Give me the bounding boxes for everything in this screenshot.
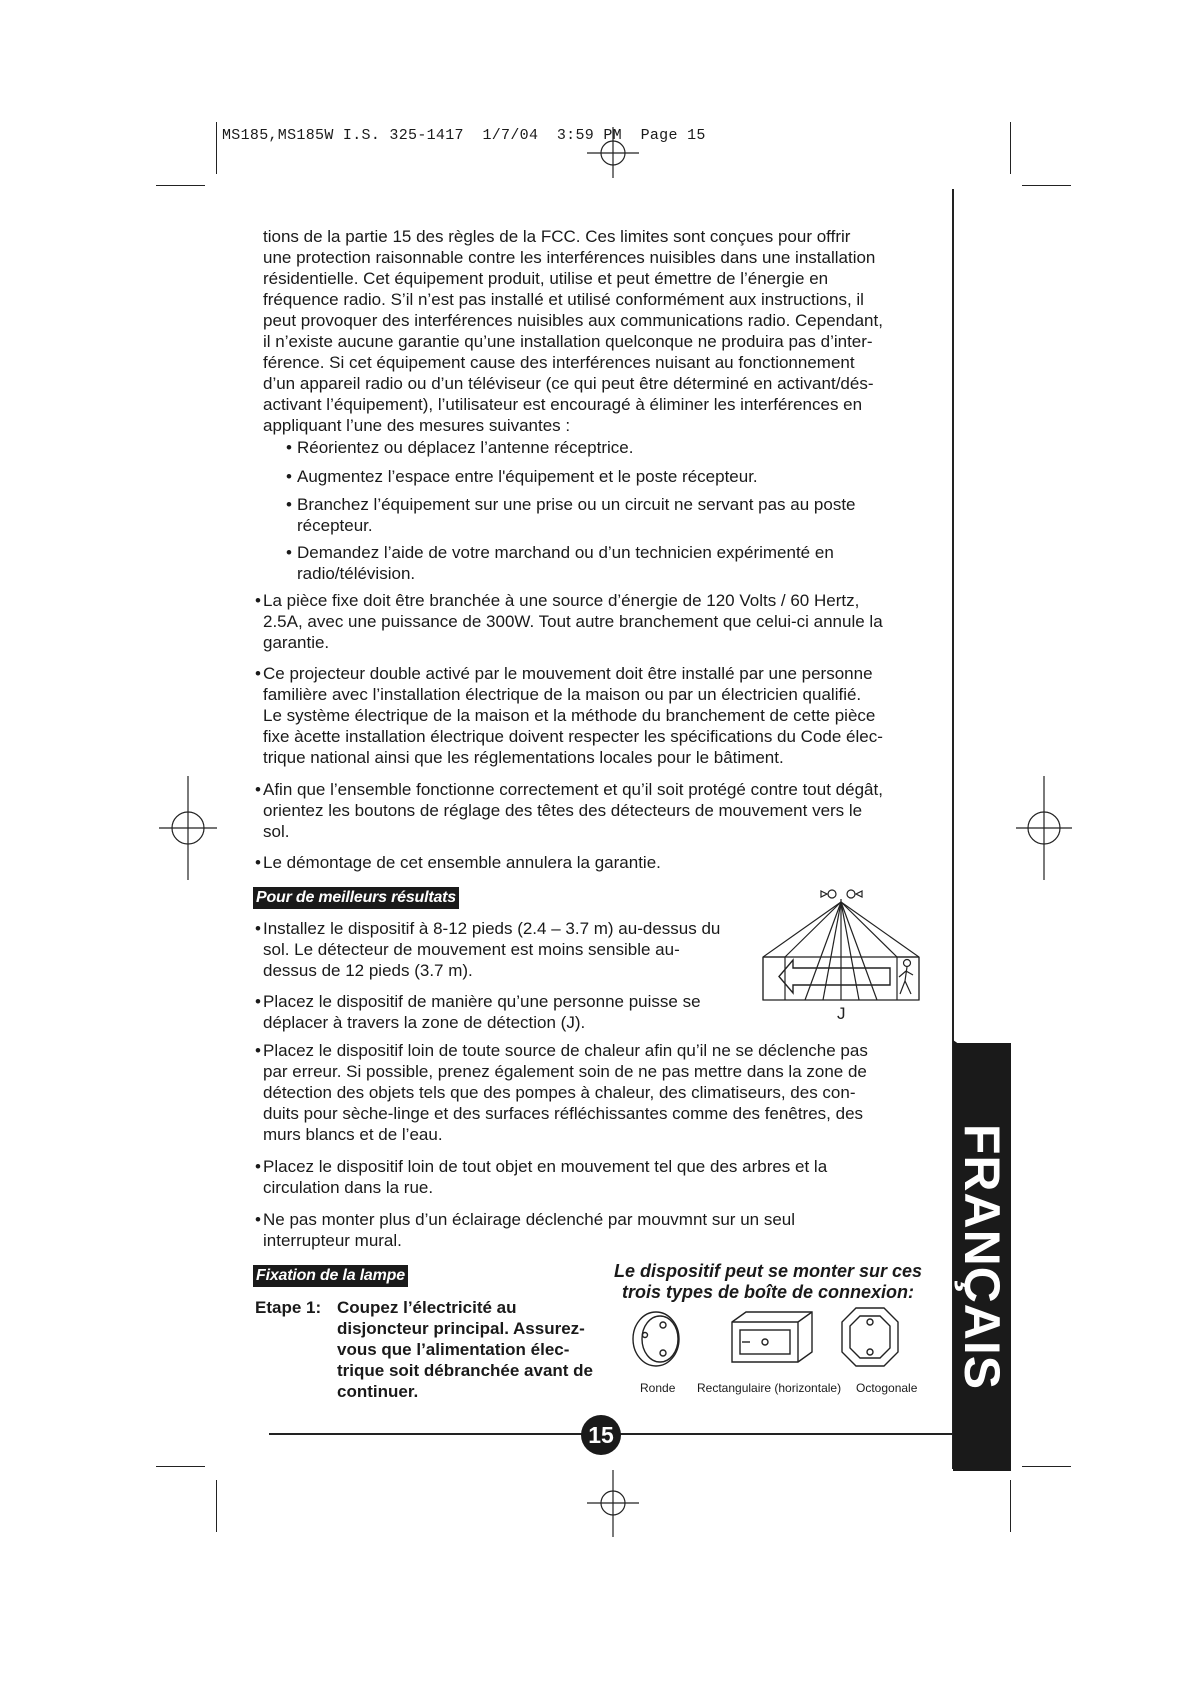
registration-mark-bottom (563, 1465, 663, 1545)
bullet-dot: • (286, 495, 292, 514)
bullet-dot: • (286, 543, 292, 562)
text-line: Installez le dispositif à 8-12 pieds (2.4 – 3.7 m) au-dessus du (263, 919, 721, 938)
text-line: duits pour sèche-linge et des surfaces réfléchissantes comme des fenêtres, des (263, 1104, 864, 1123)
bullet-dot: • (255, 1210, 261, 1229)
text-line: Placez le dispositif de manière qu’une personne puisse se (263, 992, 701, 1011)
bullet-dot: • (255, 992, 261, 1011)
text-line: détection des objets tels que des pompes à chaleur, des climatiseurs, des con- (263, 1083, 856, 1102)
bullet-dot: • (286, 438, 292, 457)
text-line: Réorientez ou déplacez l’antenne réceptrice. (297, 438, 634, 457)
text-line: orientez les boutons de réglage des têtes des détecteurs de mouvement vers le (263, 801, 863, 820)
text-line: murs blancs et de l’eau. (263, 1125, 443, 1144)
text-line: tions de la partie 15 des règles de la FCC. Ces limites sont conçues pour offrir (263, 227, 851, 246)
text-line: une protection raisonnable contre les interférences nuisibles dans une installation (263, 248, 876, 267)
text-line: férence. Si cet équipement cause des interférences nuisant au fonctionnement (263, 353, 855, 372)
list-item (255, 1040, 953, 1145)
text-line: Le dispositif peut se monter sur ces (613, 1261, 923, 1281)
text-line: sol. (263, 822, 290, 841)
text-line: circulation dans la rue. (263, 1178, 434, 1197)
crop-mark (1010, 122, 1011, 174)
text-line: Demandez l’aide de votre marchand ou d’un technicien expérimenté en (297, 543, 834, 562)
crop-mark (1022, 185, 1071, 186)
round-box-icon (630, 1305, 686, 1371)
text-line: interrupteur mural. (263, 1231, 402, 1250)
list-item (286, 437, 937, 458)
list-item (255, 918, 773, 981)
text-line: vous que l’alimentation élec- (337, 1340, 570, 1359)
bullet-dot: • (255, 591, 261, 610)
detection-zone-illustration (755, 882, 931, 1022)
crop-mark (216, 122, 217, 174)
crop-mark (1010, 1480, 1011, 1532)
text-line: Augmentez l’espace entre l'équipement et le poste récepteur. (297, 467, 758, 486)
list-item (255, 1209, 953, 1251)
text-line: Placez le dispositif loin de toute source de chaleur afin qu’il ne se déclenche pas (263, 1041, 868, 1060)
text-line: Branchez l’équipement sur une prise ou un circuit ne servant pas au poste (297, 495, 856, 514)
box-types-title (610, 1261, 926, 1303)
print-slug: MS185,MS185W I.S. 325-1417 1/7/04 3:59 PM Page 15 (222, 127, 706, 144)
text-line: activant l’équipement), l’utilisateur est encouragé à éliminer les interférences en (263, 395, 863, 414)
text-line: garantie. (263, 633, 330, 652)
list-item (255, 991, 773, 1033)
text-line: appliquant l’une des mesures suivantes : (263, 416, 571, 435)
text-line: déplacer à travers la zone de détection (J). (263, 1013, 586, 1032)
text-line: d’un appareil radio ou d’un téléviseur (ce qui peut être déterminé en activant/dés- (263, 374, 874, 393)
text-line: il n’existe aucune garantie qu’une installation quelconque ne produira pas d’inter- (263, 332, 873, 351)
text-line: La pièce fixe doit être branchée à une source d’énergie de 120 Volts / 60 Hertz, (263, 591, 860, 610)
text-line: Ne pas monter plus d’un éclairage déclenché par mouvmnt sur un seul (263, 1210, 796, 1229)
text-line: peut provoquer des interférences nuisibles aux communications radio. Cependant, (263, 311, 883, 330)
text-line: dessus de 12 pieds (3.7 m). (263, 961, 473, 980)
text-line: disjoncteur principal. Assurez- (337, 1319, 585, 1338)
text-line: trique national ainsi que les réglementations locales pour le bâtiment. (263, 748, 784, 767)
list-item (255, 663, 953, 768)
text-line: fréquence radio. S’il n’est pas installé et utilisé conformément aux instructions, il (263, 290, 864, 309)
crop-mark (1022, 1466, 1071, 1467)
registration-mark-right (1012, 773, 1102, 883)
bullet-dot: • (255, 1041, 261, 1060)
text-line: Le démontage de cet ensemble annulera la garantie. (263, 853, 661, 872)
bullet-dot: • (255, 919, 261, 938)
text-line: résidentielle. Cet équipement produit, utilise et peut émettre de l’énergie en (263, 269, 829, 288)
text-line: sol. Le détecteur de mouvement est moins sensible au- (263, 940, 680, 959)
list-item (255, 1156, 953, 1198)
list-item (255, 779, 953, 842)
bullet-dot: • (255, 664, 261, 683)
octagonal-box-icon (838, 1304, 902, 1370)
bullet-dot: • (255, 853, 261, 872)
text-line: trique soit débranchée avant de (337, 1361, 594, 1380)
text-line: Coupez l’électricité au (337, 1298, 517, 1317)
bullet-dot: • (286, 467, 292, 486)
page-number: 15 (581, 1415, 621, 1455)
section-heading-best-results: Pour de meilleurs résultats (253, 887, 459, 909)
crop-mark (156, 1466, 205, 1467)
step-instructions (337, 1297, 617, 1402)
step-label: Etape 1: (255, 1298, 322, 1317)
registration-mark-left (157, 773, 227, 883)
crop-mark (156, 185, 205, 186)
text-line: Le système électrique de la maison et la méthode du branchement de cette pièce (263, 706, 876, 725)
text-line: Afin que l’ensemble fonctionne correctement et qu’il soit protégé contre tout dégât, (263, 780, 883, 799)
list-item (255, 852, 953, 873)
text-line: récepteur. (297, 516, 373, 535)
text-line: radio/télévision. (297, 564, 416, 583)
rectangular-box-icon (728, 1308, 816, 1366)
list-item (286, 494, 937, 536)
language-tab-cap (953, 1040, 1011, 1080)
list-item (286, 466, 937, 487)
intro-paragraph (263, 226, 931, 436)
text-line: par erreur. Si possible, prenez également soin de ne pas mettre dans la zone de (263, 1062, 867, 1081)
list-item (255, 590, 953, 653)
bullet-dot: • (255, 1157, 261, 1176)
language-tab-label: FRANÇAIS (954, 1123, 1010, 1391)
bullet-dot: • (255, 780, 261, 799)
box-caption-octagonal: Octogonale (856, 1381, 918, 1395)
text-line: continuer. (337, 1382, 419, 1401)
text-line: Placez le dispositif loin de tout objet en mouvement tel que des arbres et la (263, 1157, 828, 1176)
box-caption-round: Ronde (640, 1381, 676, 1395)
box-caption-rectangular: Rectangulaire (horizontale) (697, 1381, 842, 1395)
text-line: trois types de boîte de connexion: (621, 1282, 915, 1302)
figure-label: J (837, 1004, 846, 1022)
list-item (286, 542, 937, 584)
crop-mark (216, 1480, 217, 1532)
section-heading-mounting: Fixation de la lampe (253, 1265, 408, 1287)
text-line: Ce projecteur double activé par le mouvement doit être installé par une personne (263, 664, 873, 683)
text-line: 2.5A, avec une puissance de 300W. Tout autre branchement que celui-ci annule la (263, 612, 883, 631)
text-line: familière avec l’installation électrique de la maison ou par un électricien qualifié. (263, 685, 862, 704)
text-line: fixe àcette installation électrique doivent respecter les spécifications du Code élec- (263, 727, 883, 746)
